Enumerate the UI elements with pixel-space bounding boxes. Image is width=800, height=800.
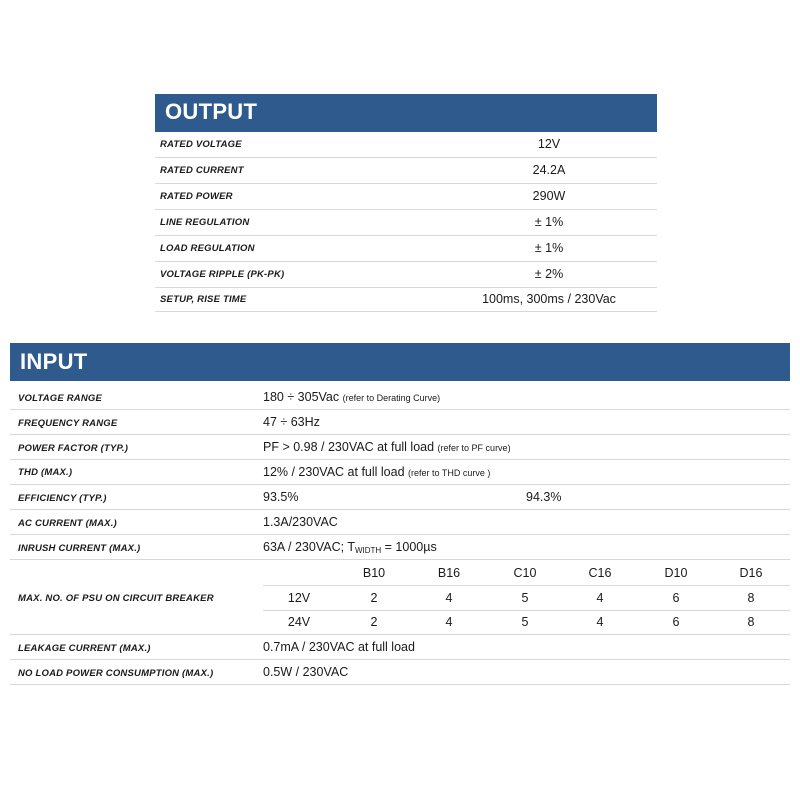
table-row	[10, 460, 790, 485]
breaker-header: B16	[437, 566, 461, 580]
no-load-power-value: 0.5W / 230VAC	[263, 665, 349, 679]
inrush-current-label: INRUSH CURRENT (MAX.)	[18, 543, 141, 554]
table-row	[10, 435, 790, 460]
line-regulation-label: LINE REGULATION	[160, 217, 250, 228]
psu-count-cell: 8	[747, 615, 755, 629]
voltage-range-label: VOLTAGE RANGE	[18, 393, 103, 404]
psu-voltage-12v: 12V	[287, 591, 311, 605]
table-row	[155, 236, 657, 262]
psu-count-cell: 8	[747, 591, 755, 605]
psu-count-cell: 4	[445, 591, 453, 605]
table-row	[10, 410, 790, 435]
table-row	[155, 210, 657, 236]
setup-rise-time-value: 100ms, 300ms / 230Vac	[482, 292, 616, 306]
circuit-breaker-block	[10, 560, 790, 635]
rated-voltage-label: RATED VOLTAGE	[160, 139, 242, 150]
efficiency-label: EFFICIENCY (TYP.)	[18, 493, 107, 504]
load-regulation-value: ± 1%	[534, 241, 564, 255]
table-row	[10, 660, 790, 685]
rated-power-label: RATED POWER	[160, 191, 233, 202]
rated-voltage-value: 12V	[537, 137, 561, 151]
voltage-ripple-value: ± 2%	[534, 267, 564, 281]
max-psu-label: MAX. NO. OF PSU ON CIRCUIT BREAKER	[18, 593, 214, 604]
rated-power-value: 290W	[532, 189, 566, 203]
line-regulation-value: ± 1%	[534, 215, 564, 229]
output-header	[155, 94, 657, 132]
thd-note: (refer to THD curve )	[408, 468, 491, 478]
psu-count-cell: 4	[596, 615, 604, 629]
table-row	[155, 132, 657, 158]
thd-value: 12% / 230VAC at full load (refer to THD curve )	[263, 465, 491, 479]
table-row	[10, 386, 790, 410]
breaker-header: C16	[588, 566, 612, 580]
voltage-range-note: (refer to Derating Curve)	[342, 393, 441, 403]
psu-count-cell: 4	[445, 615, 453, 629]
leakage-current-value: 0.7mA / 230VAC at full load	[263, 640, 415, 654]
psu-count-cell: 5	[521, 591, 529, 605]
psu-count-cell: 4	[596, 591, 604, 605]
output-title: OUTPUT	[165, 99, 258, 124]
table-row	[155, 158, 657, 184]
no-load-power-label: NO LOAD POWER CONSUMPTION (MAX.)	[18, 668, 214, 679]
table-row	[155, 288, 657, 312]
inrush-current-value: 63A / 230VAC; $T_{WIDTH} = 1000\mu s$	[263, 540, 437, 555]
ac-current-label: AC CURRENT (MAX.)	[18, 518, 117, 529]
efficiency-value-2: 94.3%	[526, 490, 562, 504]
efficiency-value-1: 93.5%	[263, 490, 299, 504]
frequency-range-value: 47 ÷ 63Hz	[263, 415, 320, 429]
frequency-range-label: FREQUENCY RANGE	[18, 418, 118, 429]
table-row	[155, 262, 657, 288]
psu-count-cell: 6	[672, 615, 680, 629]
psu-voltage-24v: 24V	[287, 615, 311, 629]
power-factor-label: POWER FACTOR (TYP.)	[18, 443, 129, 454]
psu-count-cell: 5	[521, 615, 529, 629]
voltage-ripple-label: VOLTAGE RIPPLE (PK-PK)	[160, 269, 285, 280]
power-factor-value: PF > 0.98 / 230VAC at full load (refer to PF curve)	[263, 440, 511, 454]
breaker-header: C10	[513, 566, 537, 580]
load-regulation-label: LOAD REGULATION	[160, 243, 255, 254]
table-row	[10, 635, 790, 660]
table-row	[10, 510, 790, 535]
thd-label: THD (MAX.)	[18, 467, 73, 478]
breaker-header: D10	[664, 566, 688, 580]
rated-current-value: 24.2A	[532, 163, 566, 177]
breaker-header: D16	[739, 566, 763, 580]
power-factor-note: (refer to PF curve)	[437, 443, 511, 453]
table-row	[155, 184, 657, 210]
input-title: INPUT	[20, 349, 88, 374]
ac-current-value: 1.3A/230VAC	[263, 515, 338, 529]
setup-rise-time-label: SETUP, RISE TIME	[160, 294, 247, 305]
psu-count-cell: 2	[370, 591, 378, 605]
input-header	[10, 343, 790, 381]
psu-count-cell: 6	[672, 591, 680, 605]
psu-count-cell: 2	[370, 615, 378, 629]
leakage-current-label: LEAKAGE CURRENT (MAX.)	[18, 643, 151, 654]
table-row	[10, 535, 790, 560]
rated-current-label: RATED CURRENT	[160, 165, 244, 176]
breaker-header: B10	[362, 566, 386, 580]
voltage-range-value: 180 ÷ 305Vac (refer to Derating Curve)	[263, 390, 441, 404]
table-row	[10, 485, 790, 510]
